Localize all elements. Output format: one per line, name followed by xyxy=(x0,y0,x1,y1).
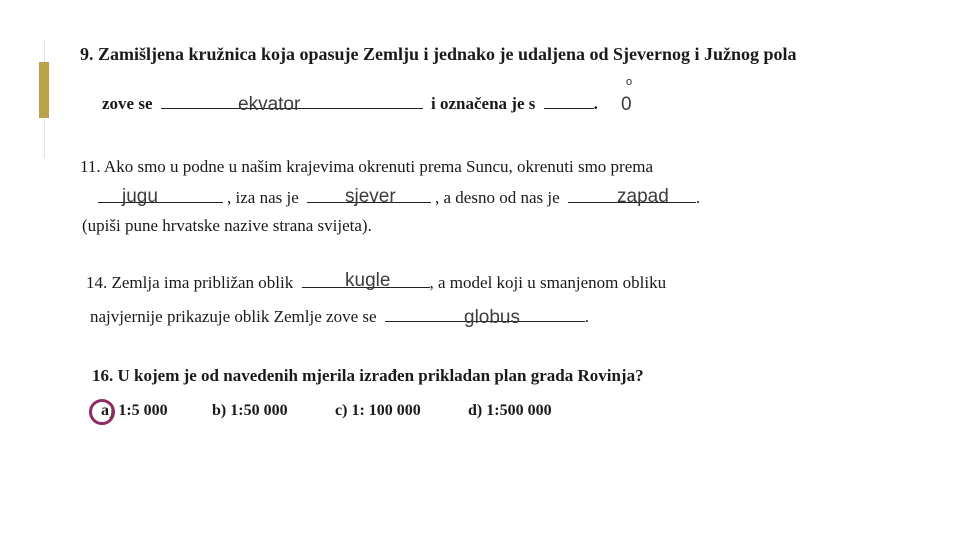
q16-option-a-label: a) xyxy=(101,402,115,419)
q9-middle: i označena je s xyxy=(431,94,536,113)
q16-option-c xyxy=(335,401,421,421)
q9-line2 xyxy=(102,94,598,114)
q11-answer-3: zapad xyxy=(617,186,669,207)
q9-end: . xyxy=(593,94,598,113)
q14-answer-1: kugle xyxy=(345,270,391,291)
q11-line1: 11. Ako smo u podne u našim krajevima okrenuti prema Suncu, okrenuti smo prema xyxy=(80,157,654,176)
q14-line1-suffix: , a model koji u smanjenom obliku xyxy=(429,273,667,292)
q11-mid2: , a desno od nas je xyxy=(435,188,560,207)
q14-line2-prefix: najvjernije prikazuje oblik Zemlje zove se xyxy=(90,307,377,326)
q11-answer-2: sjever xyxy=(345,186,396,207)
q9-line1: 9. Zamišljena kružnica koja opasuje Zemlju i jednako je udaljena od Sjevernog i Južnog pola xyxy=(80,44,797,64)
q11-blank-1 xyxy=(98,188,223,203)
q16-option-d-value: 1:500 000 xyxy=(486,402,552,419)
q9-blank-2 xyxy=(544,94,594,109)
q16-selected-circle xyxy=(89,399,115,425)
q16-option-c-label: c) xyxy=(335,402,348,419)
q9-degree-sign: o xyxy=(626,76,633,88)
q16-option-b-value: 1:50 000 xyxy=(230,402,288,419)
q11-answer-1: jugu xyxy=(122,186,158,207)
q11-line2 xyxy=(98,188,700,208)
q9-answer-2: 0 xyxy=(621,94,632,115)
q11-end: . xyxy=(695,188,701,207)
q14-answer-2: globus xyxy=(464,307,520,328)
q14-end: . xyxy=(584,307,590,326)
q11-mid1: , iza nas je xyxy=(227,188,299,207)
accent-bar xyxy=(39,62,49,118)
q9-prefix: zove se xyxy=(102,94,153,113)
q16-option-b-label: b) xyxy=(212,402,227,419)
q16-option-b xyxy=(212,401,288,421)
q16-option-a-value: 1:5 000 xyxy=(118,402,168,419)
q16-option-d xyxy=(468,401,552,421)
q14-line1-prefix: 14. Zemlja ima približan oblik xyxy=(86,273,294,292)
q16-option-c-value: 1: 100 000 xyxy=(351,402,421,419)
q11-note: (upiši pune hrvatske nazive strana svijeta). xyxy=(82,216,372,235)
q16-question: 16. U kojem je od navedenih mjerila izrađen prikladan plan grada Rovinja? xyxy=(92,366,644,385)
q16-option-d-label: d) xyxy=(468,402,483,419)
q9-answer-1: ekvator xyxy=(238,94,301,115)
